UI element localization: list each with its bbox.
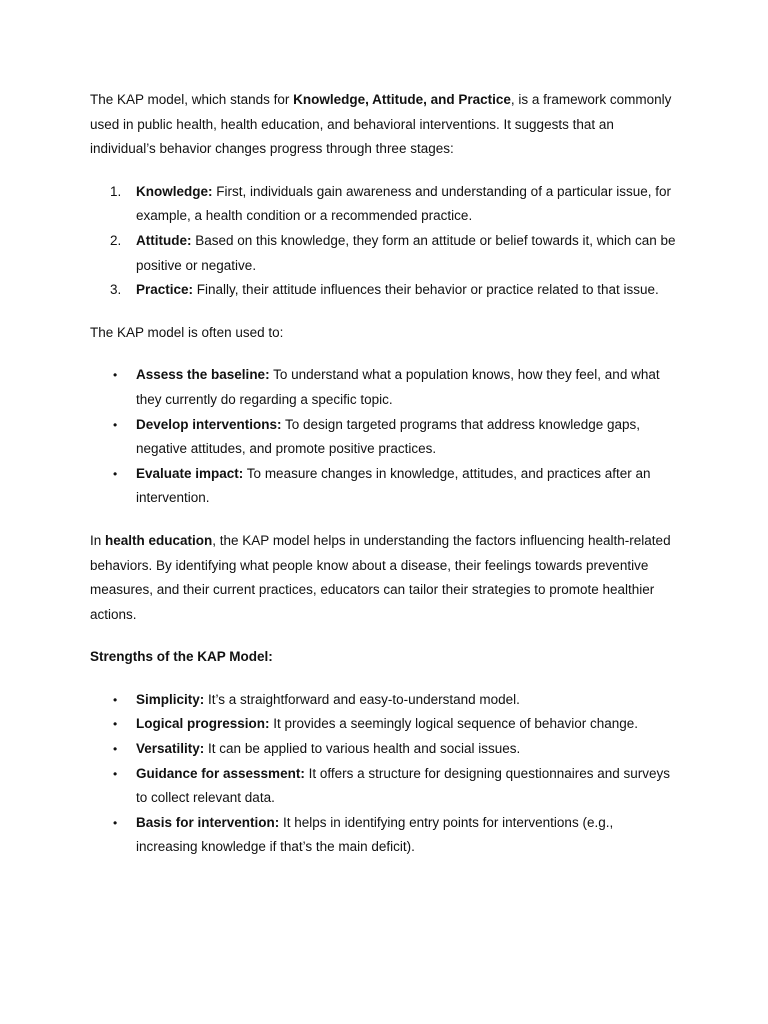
list-number: 1. [110, 183, 122, 199]
intro-text-start: The KAP model, which stands for [90, 92, 294, 107]
use-text: To measure changes in knowledge, attitudes, and practices after an intervention. [136, 465, 651, 506]
bullet-icon: • [113, 815, 118, 830]
stage-item-practice [90, 278, 678, 303]
bullet-icon: • [113, 766, 118, 781]
strength-term: Basis for intervention: [136, 814, 280, 830]
use-term: Assess the baseline: [136, 367, 270, 383]
use-item-develop [90, 413, 678, 462]
strength-item-logical-progression [90, 712, 678, 737]
strength-term: Logical progression: [136, 716, 270, 732]
strength-text: It helps in identifying entry points for interventions (e.g., increasing knowledge if that’s the main deficit). [136, 814, 614, 855]
use-term: Develop interventions: [136, 416, 282, 432]
strength-term: Versatility: [136, 741, 205, 757]
strengths-heading: Strengths of the KAP Model: [90, 649, 273, 665]
health-ed-text-start: In [90, 532, 106, 548]
strength-term: Guidance for assessment: [136, 765, 305, 781]
strength-item-versatility [90, 737, 678, 762]
stage-text: First, individuals gain awareness and understanding of a particular issue, for example, a health condition or a recommended practice. [136, 183, 671, 224]
list-number: 3. [110, 282, 122, 298]
use-text: To understand what a population knows, how they feel, and what they currently do regarding a specific topic. [136, 367, 660, 407]
strength-text: It offers a structure for designing questionnaires and surveys to collect relevant data. [136, 765, 671, 806]
strength-item-guidance [90, 762, 678, 811]
stage-item-attitude [90, 229, 678, 278]
strength-item-basis [90, 811, 678, 860]
bullet-icon: • [113, 742, 118, 757]
health-education-paragraph [90, 529, 678, 627]
list-number: 2. [110, 232, 122, 248]
stage-text: Finally, their attitude influences their behavior or practice related to that issue. [193, 282, 659, 298]
strength-text: It provides a seemingly logical sequence of behavior change. [269, 716, 639, 732]
use-term: Evaluate impact: [136, 465, 244, 481]
use-item-assess [90, 363, 678, 412]
bullet-icon: • [113, 466, 118, 481]
stage-item-knowledge [90, 180, 678, 229]
strength-text: It can be applied to various health and social issues. [204, 741, 521, 757]
strength-text: It’s a straightforward and easy-to-understand model. [204, 691, 520, 707]
intro-paragraph [90, 88, 678, 162]
intro-text-end: , is a framework commonly used in public health, health education, and behavioral interventions. It suggests that an individual’s behavior changes progress through three stages: [90, 92, 672, 157]
health-ed-bold-term: health education [105, 532, 213, 548]
uses-list [90, 363, 678, 511]
use-text: To design targeted programs that address knowledge gaps, negative attitudes, and promote positive practices. [136, 416, 641, 457]
bullet-icon: • [113, 417, 118, 432]
strengths-list [90, 688, 678, 860]
stages-list [90, 180, 678, 303]
strength-term: Simplicity: [136, 691, 205, 707]
uses-intro: The KAP model is often used to: [90, 324, 284, 340]
stage-term: Attitude: [136, 232, 192, 248]
bullet-icon: • [113, 368, 118, 383]
intro-bold-term: Knowledge, Attitude, and Practice [293, 92, 511, 107]
strength-item-simplicity [90, 688, 678, 713]
bullet-icon: • [113, 692, 118, 707]
health-ed-text-end: , the KAP model helps in understanding the factors influencing health-related behaviors. By identifying what people know about a disease, their feelings towards preventive measures, and their current practices, educators can tailor their strategies to promote healthier actions. [90, 532, 671, 622]
bullet-icon: • [113, 717, 118, 732]
stage-term: Knowledge: [136, 183, 213, 199]
stage-term: Practice: [136, 282, 194, 298]
stage-text: Based on this knowledge, they form an attitude or belief towards it, which can be positive or negative. [136, 232, 676, 273]
use-item-evaluate [90, 462, 678, 511]
